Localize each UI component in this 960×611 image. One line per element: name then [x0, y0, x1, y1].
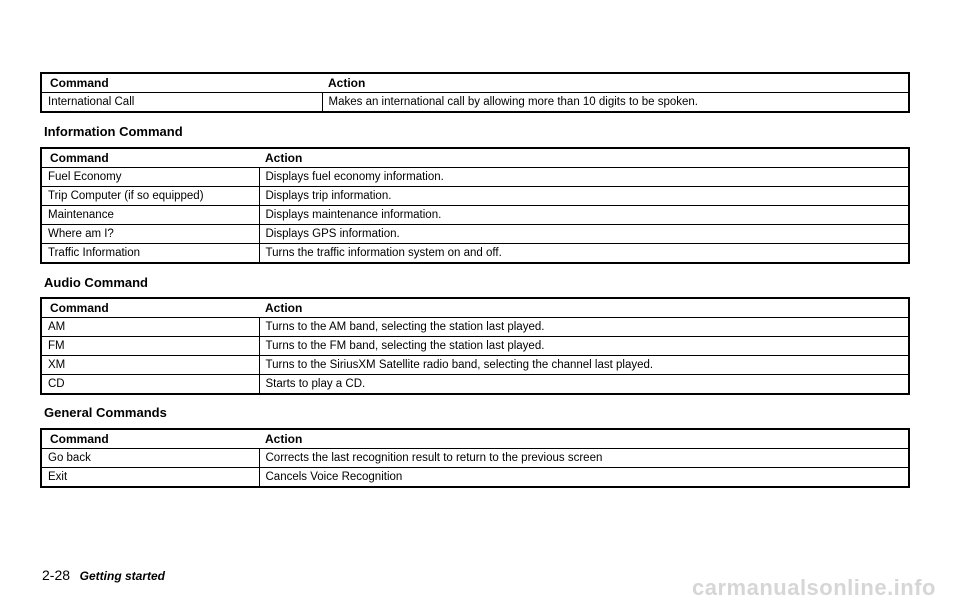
table-row [41, 318, 909, 337]
action-cell: Corrects the last recognition result to return to the previous screen [259, 449, 909, 468]
information-command-table [40, 147, 910, 264]
general-commands-heading: General Commands [44, 405, 167, 420]
table-row [41, 244, 909, 264]
table-row [41, 206, 909, 225]
action-cell: Turns to the FM band, selecting the station last played. [259, 337, 909, 356]
general-commands-table [40, 428, 910, 488]
command-column-header: Command [41, 429, 259, 449]
command-column-header: Command [41, 148, 259, 168]
command-cell: Exit [41, 468, 259, 488]
table-row [41, 168, 909, 187]
command-cell: International Call [41, 93, 322, 113]
table-header-row [41, 429, 909, 449]
command-column-header: Command [41, 298, 259, 318]
table-row [41, 449, 909, 468]
action-cell: Starts to play a CD. [259, 375, 909, 395]
action-column-header: Action [259, 429, 909, 449]
action-cell: Makes an international call by allowing more than 10 digits to be spoken. [322, 93, 909, 113]
information-command-heading: Information Command [44, 124, 183, 139]
action-cell: Cancels Voice Recognition [259, 468, 909, 488]
command-cell: Maintenance [41, 206, 259, 225]
table-row [41, 187, 909, 206]
command-cell: FM [41, 337, 259, 356]
table-header-row [41, 73, 909, 93]
command-column-header: Command [41, 73, 322, 93]
action-cell: Turns to the AM band, selecting the station last played. [259, 318, 909, 337]
action-column-header: Action [259, 148, 909, 168]
page-footer [42, 567, 165, 583]
table-row [41, 468, 909, 488]
action-cell: Displays maintenance information. [259, 206, 909, 225]
table-header-row [41, 298, 909, 318]
audio-command-heading: Audio Command [44, 275, 148, 290]
command-cell: XM [41, 356, 259, 375]
command-cell: Trip Computer (if so equipped) [41, 187, 259, 206]
table-row [41, 375, 909, 395]
table-row [41, 93, 909, 113]
international-call-table [40, 72, 910, 113]
command-cell: Fuel Economy [41, 168, 259, 187]
section-title: Getting started [79, 569, 165, 583]
command-cell: CD [41, 375, 259, 395]
action-cell: Displays trip information. [259, 187, 909, 206]
watermark: carmanualsonline.info [692, 575, 936, 600]
command-cell: Traffic Information [41, 244, 259, 264]
command-cell: Where am I? [41, 225, 259, 244]
action-column-header: Action [259, 298, 909, 318]
table-header-row [41, 148, 909, 168]
command-cell: AM [41, 318, 259, 337]
action-column-header: Action [322, 73, 909, 93]
table-row [41, 225, 909, 244]
command-cell: Go back [41, 449, 259, 468]
action-cell: Displays fuel economy information. [259, 168, 909, 187]
audio-command-table [40, 297, 910, 395]
table-row [41, 337, 909, 356]
page-number: 2-28 [42, 567, 71, 583]
action-cell: Turns to the SiriusXM Satellite radio band, selecting the channel last played. [259, 356, 909, 375]
table-row [41, 356, 909, 375]
action-cell: Turns the traffic information system on and off. [259, 244, 909, 264]
action-cell: Displays GPS information. [259, 225, 909, 244]
